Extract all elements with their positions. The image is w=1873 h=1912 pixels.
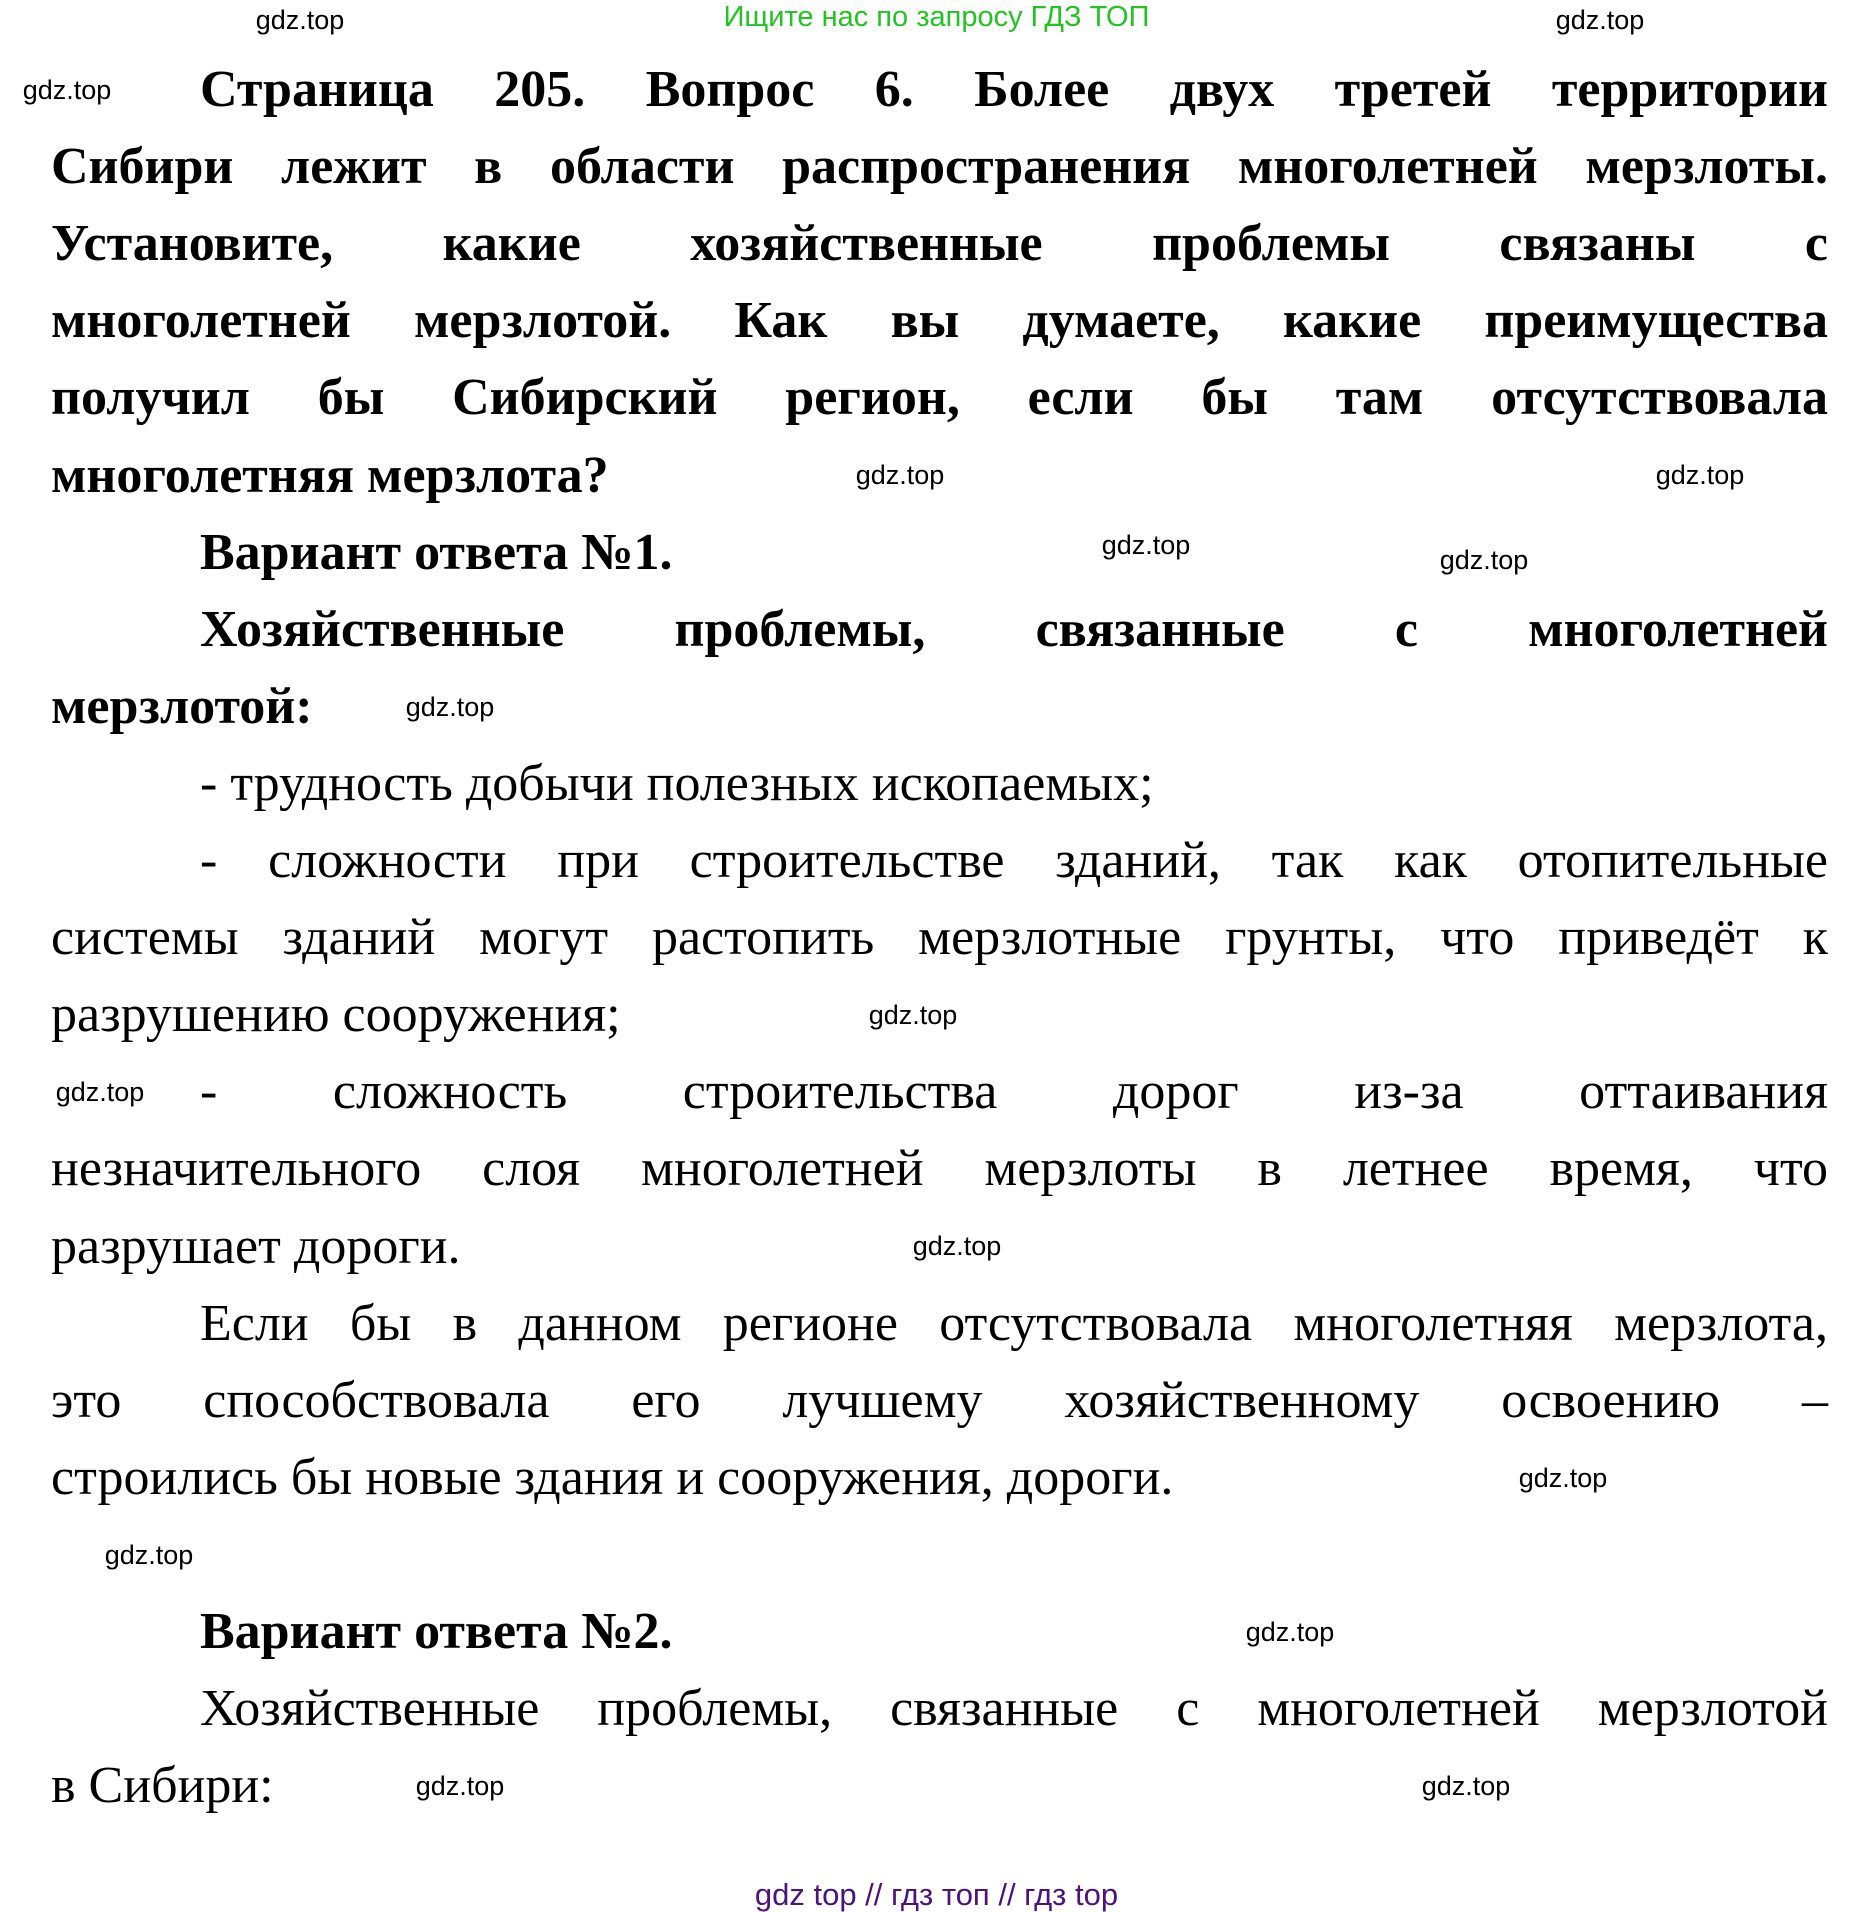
watermark: gdz.top — [104, 1540, 194, 1570]
watermark: gdz.top — [255, 5, 345, 35]
text-line: это способствовала его лучшему хозяйственному освоению – — [51, 1371, 1828, 1429]
text-line: в Сибири: — [51, 1757, 274, 1815]
text-line: Сибири лежит в области распространения многолетней мерзлоты. — [51, 138, 1828, 196]
watermark: gdz.top — [55, 1077, 145, 1107]
text-line: - сложность строительства дорог из-за оттаивания — [200, 1063, 1828, 1121]
text-line: незначительного слоя многолетней мерзлоты в летнее время, что — [51, 1140, 1828, 1198]
text-line: разрушает дороги. — [51, 1217, 461, 1275]
watermark: gdz.top — [868, 1000, 958, 1030]
text-line: Вариант ответа №1. — [200, 523, 673, 581]
text-line: многолетней мерзлотой. Как вы думаете, какие преимущества — [51, 292, 1828, 350]
text-line: системы зданий могут растопить мерзлотные грунты, что приведёт к — [51, 909, 1828, 967]
watermark: gdz.top — [1555, 5, 1645, 35]
watermark: gdz.top — [1439, 545, 1529, 575]
text-line: Хозяйственные проблемы, связанные с многолетней — [200, 600, 1828, 658]
footer-links: gdz top // гдз топ // гдз top — [754, 1877, 1119, 1912]
watermark: gdz.top — [1421, 1771, 1511, 1801]
text-line: - трудность добычи полезных ископаемых; — [200, 754, 1154, 812]
text-line: строились бы новые здания и сооружения, дороги. — [51, 1448, 1174, 1506]
watermark: gdz.top — [1101, 530, 1191, 560]
text-line: Страница 205. Вопрос 6. Более двух третей территории — [200, 61, 1828, 118]
watermark: gdz.top — [1245, 1617, 1335, 1647]
text-line: Установите, какие хозяйственные проблемы связаны с — [51, 215, 1828, 273]
watermark: gdz.top — [22, 75, 112, 105]
watermark: gdz.top — [405, 692, 495, 722]
watermark: gdz.top — [1655, 460, 1745, 490]
watermark: gdz.top — [415, 1771, 505, 1801]
watermark: gdz.top — [912, 1231, 1002, 1261]
search-banner: Ищите нас по запросу ГДЗ ТОП — [723, 1, 1150, 33]
text-line: мерзлотой: — [51, 677, 313, 735]
text-line: многолетняя мерзлота? — [51, 446, 609, 504]
text-line: Если бы в данном регионе отсутствовала многолетняя мерзлота, — [200, 1294, 1828, 1352]
text-line: получил бы Сибирский регион, если бы там отсутствовала — [51, 369, 1828, 427]
text-line: - сложности при строительстве зданий, так как отопительные — [200, 832, 1828, 889]
text-line: Вариант ответа №2. — [200, 1603, 673, 1660]
text-line: разрушению сооружения; — [51, 986, 621, 1044]
text-line: Хозяйственные проблемы, связанные с многолетней мерзлотой — [200, 1680, 1828, 1738]
watermark: gdz.top — [1518, 1463, 1608, 1493]
watermark: gdz.top — [855, 460, 945, 490]
